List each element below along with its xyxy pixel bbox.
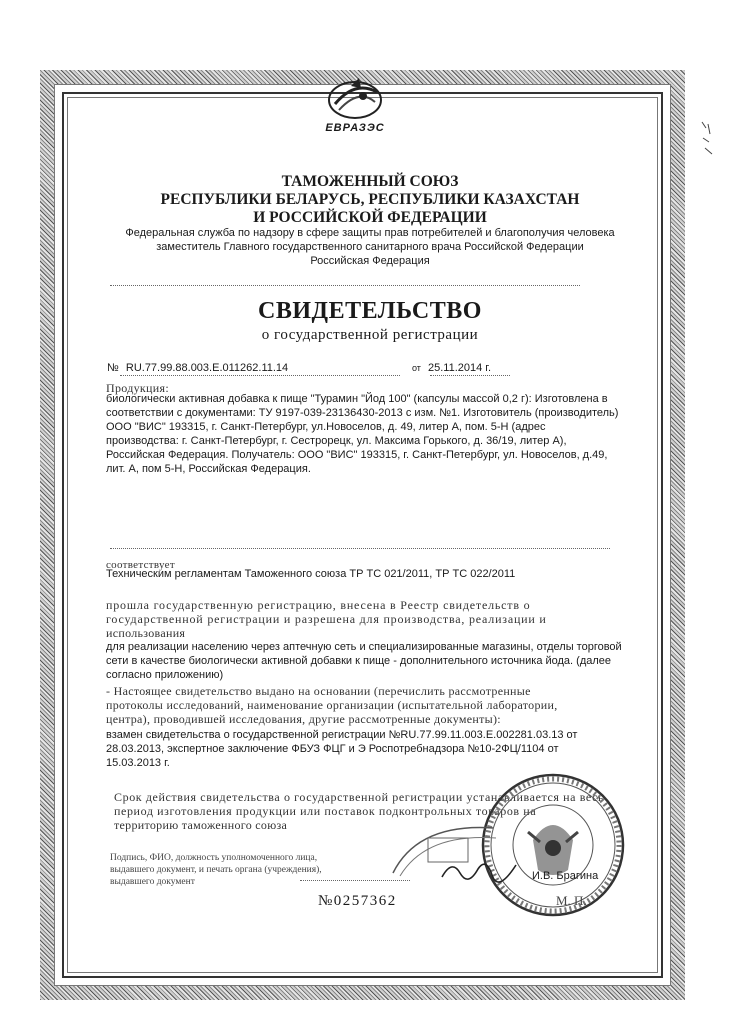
certificate-date <box>412 361 491 376</box>
logo-label: ЕВРАЗЭС <box>325 122 385 134</box>
product-label: Продукция: <box>106 381 169 395</box>
authority-line-3: Российская Федерация <box>310 255 430 267</box>
registration-line-2: государственной регистрации и разрешена для производства, реализации и <box>106 612 547 626</box>
basis-line-3: центра), проводившей исследования, другие рассмотренные документы): <box>106 712 501 726</box>
authority-line-2: заместитель Главного государственного санитарного врача Российской Федерации <box>156 241 584 253</box>
signature-note-line-3: выдавшего документ <box>110 877 195 887</box>
basis-line-1-text: Настоящее свидетельство выдано на основании (перечислить рассмотренные <box>113 684 531 698</box>
number-underline <box>120 375 400 376</box>
basis-line-1: - Настоящее свидетельство выдано на основании (перечислить рассмотренные <box>106 684 531 698</box>
basis-line-2: протоколы исследований, наименование организации (испытательной лаборатории, <box>106 698 558 712</box>
date-prefix: от <box>412 363 421 373</box>
product-line-5: Российская Федерация. Получатель: ООО "ВИС" 193315, г. Санкт-Петербург, ул. Новоселов, д.49, <box>106 449 608 461</box>
usage-line-3: согласно приложению) <box>106 669 224 681</box>
eurasec-logo <box>312 74 398 134</box>
handwritten-signature-icon <box>440 855 520 885</box>
signature-note-line-2: выдавшего документ, и печать органа (учреждения), <box>110 865 322 875</box>
header-line-1: ТАМОЖЕННЫЙ СОЮЗ <box>281 173 459 190</box>
signature-note-line-1: Подпись, ФИО, должность уполномоченного лица, <box>110 853 318 863</box>
basis-value-line-3: 15.03.2013 г. <box>106 757 170 769</box>
serial-number: №0257362 <box>318 893 397 909</box>
official-seal-icon <box>478 770 628 920</box>
divider-dotted-2 <box>110 548 610 549</box>
validity-line-2: период изготовления продукции или поставок подконтрольных товаров на <box>114 804 537 818</box>
date-underline <box>430 375 510 376</box>
basis-value-line-2: 28.03.2013, экспертное заключение ФБУЗ ФЦГ и Э Роспотребнадзора №10-2ФЦ/1104 от <box>106 743 559 755</box>
registration-line-1: прошла государственную регистрацию, внесена в Реестр свидетельств о <box>106 598 531 612</box>
signer-name: И.В. Брагина <box>532 870 599 882</box>
eurasec-emblem-icon <box>325 74 385 122</box>
certificate-number <box>107 361 288 376</box>
conformity-label: соответствует <box>106 559 175 571</box>
conformity-text: Техническим регламентам Таможенного союза ТР ТС 021/2011, ТР ТС 022/2011 <box>106 568 516 580</box>
registration-line-3: использования <box>106 626 186 640</box>
validity-line-3: территорию таможенного союза <box>114 818 288 832</box>
header-line-3: И РОССИЙСКОЙ ФЕДЕРАЦИИ <box>253 209 487 226</box>
validity-line-1: Срок действия свидетельства о государственной регистрации устанавливается на весь <box>114 790 605 804</box>
basis-value-line-1: взамен свидетельства о государственной регистрации №RU.77.99.11.003.E.002281.03.13 от <box>106 729 578 741</box>
product-line-6: лит. А, пом 5-Н, Российская Федерация. <box>106 463 311 475</box>
product-line-3: ООО "ВИС" 193315, г. Санкт-Петербург, ул.Новоселов, д. 49, литер А, пом. 5-Н (адрес <box>106 421 546 433</box>
header-line-2: РЕСПУБЛИКИ БЕЛАРУСЬ, РЕСПУБЛИКИ КАЗАХСТАН <box>160 191 580 208</box>
divider-dotted <box>110 285 580 286</box>
product-line-1: биологически активная добавка к пище "Турамин "Йод 100" (капсулы массой 0,2 г): Изготовлена в <box>106 393 608 405</box>
document-subtitle: о государственной регистрации <box>261 327 479 343</box>
number-prefix: № <box>107 362 119 374</box>
authority-line-1: Федеральная служба по надзору в сфере защиты прав потребителей и благополучия человека <box>125 227 615 239</box>
usage-line-2: сети в качестве биологически активной добавки к пище - дополнительного источника йода. (далее <box>106 655 612 667</box>
scan-artifact <box>700 120 714 160</box>
signature-line <box>300 880 410 881</box>
mp-mark: М. П. <box>556 893 587 908</box>
product-line-2: соответствии с документами: ТУ 9197-039-23136430-2013 с изм. №1. Изготовитель (производитель) <box>106 407 619 419</box>
usage-line-1: для реализации населению через аптечную сеть и специализированные магазины, отделы торговой <box>106 641 622 653</box>
document-title: СВИДЕТЕЛЬСТВО <box>258 298 482 324</box>
number-value: RU.77.99.88.003.E.011262.11.14 <box>125 362 289 374</box>
date-value: 25.11.2014 г. <box>428 362 492 374</box>
product-line-4: производства: г. Санкт-Петербург, г. Сестрорецк, ул. Максима Горького, д. 36/19, литер А), <box>106 435 567 447</box>
